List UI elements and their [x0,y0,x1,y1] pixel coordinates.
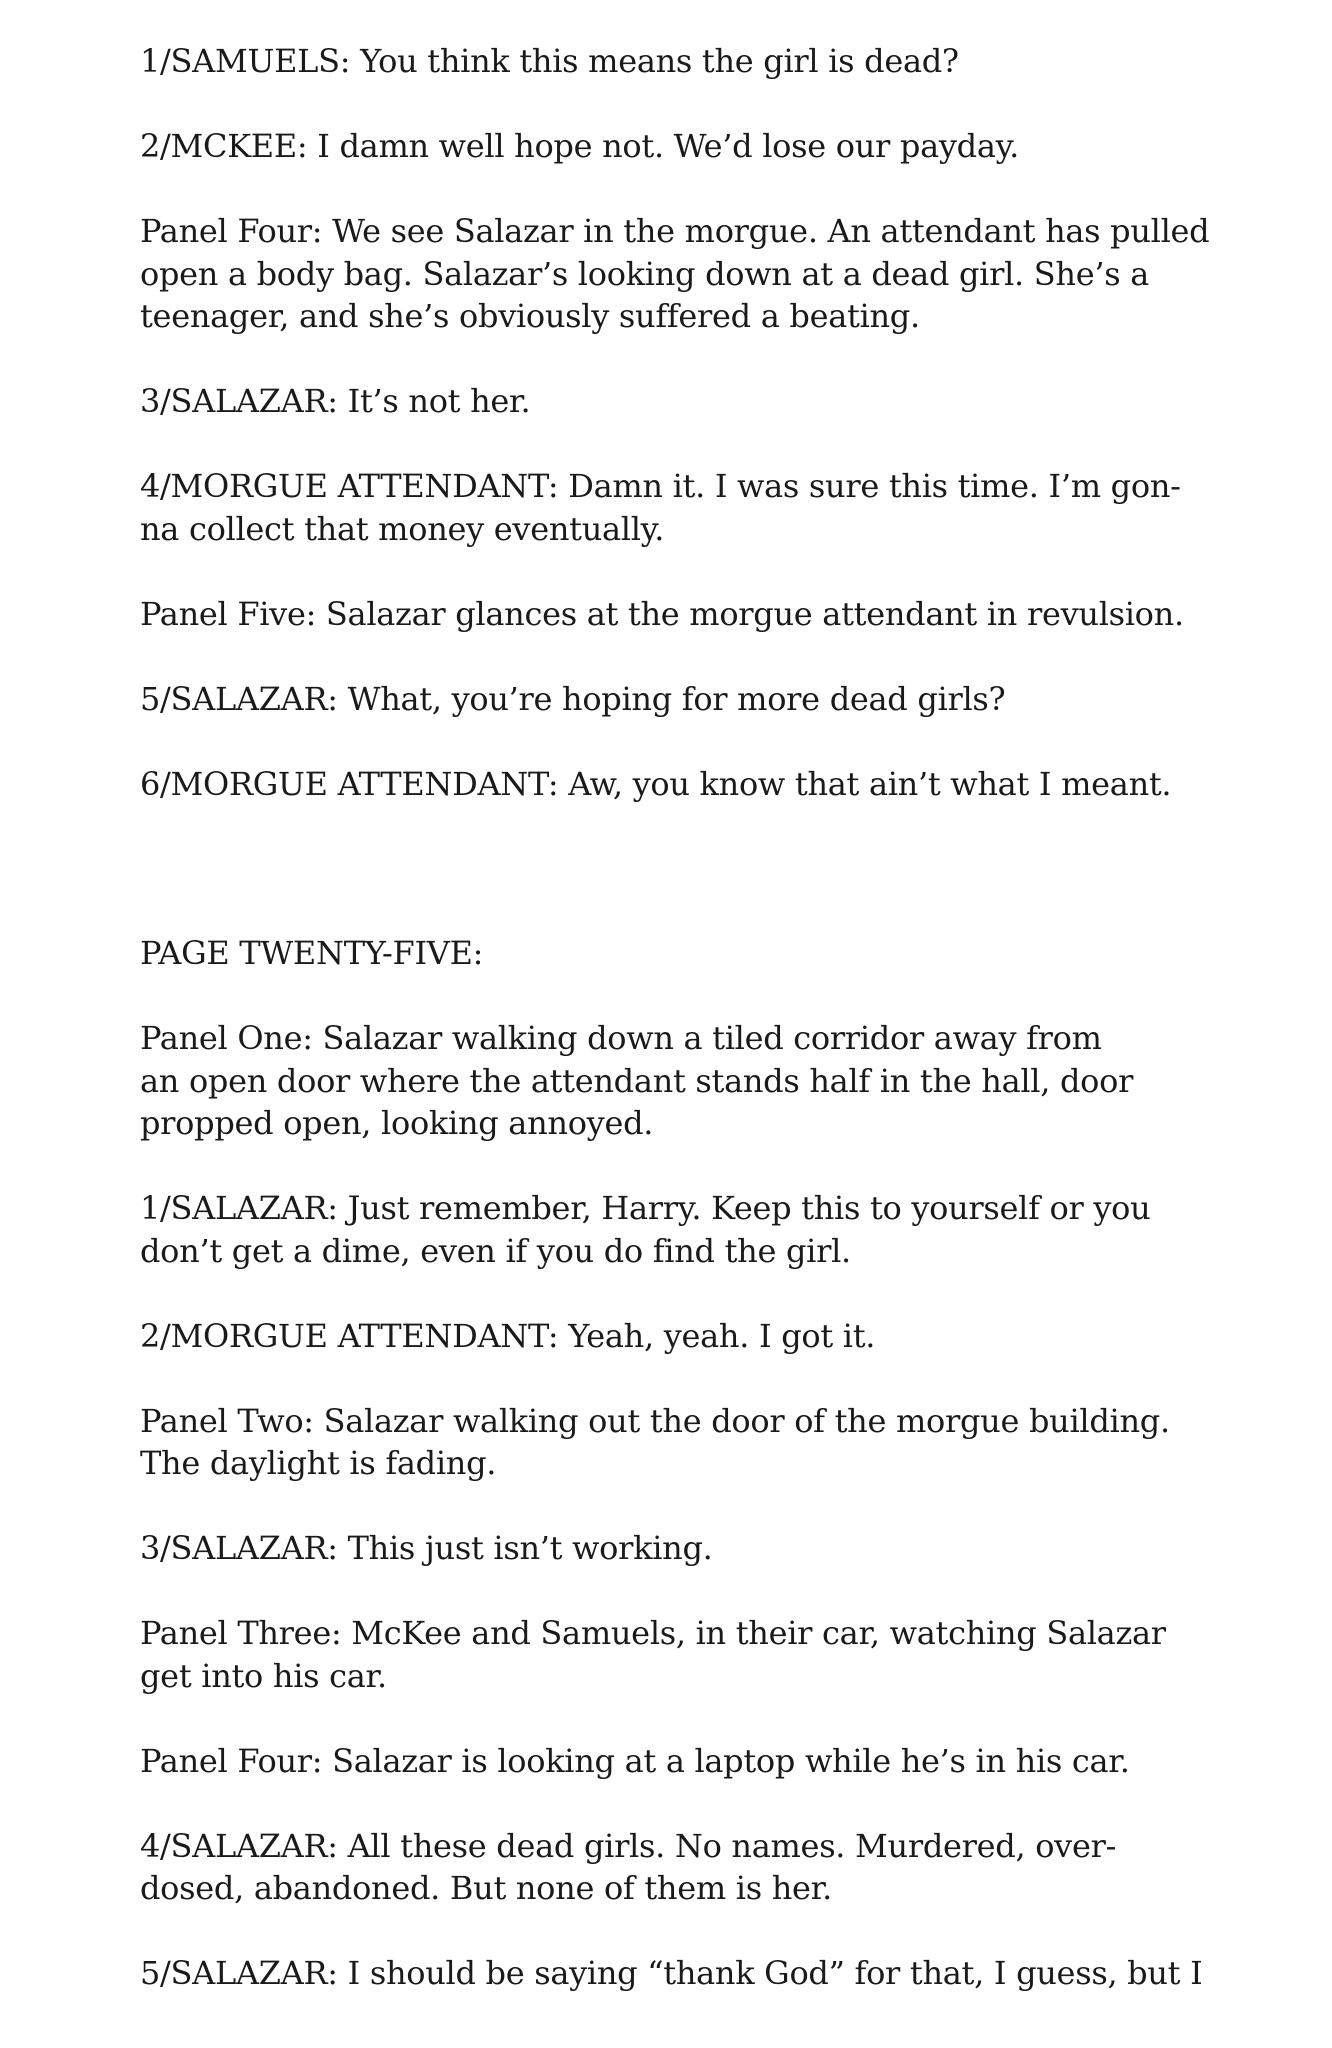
dialogue-salazar-1: 1/SALAZAR: Just remember, Harry. Keep this to yourself or you don’t get a dime, even if you do find the girl. [140,1189,1151,1270]
dialogue-salazar-5: 5/SALAZAR: What, you’re hoping for more dead girls? [140,679,1006,718]
dialogue-salazar-4: 4/SALAZAR: All these dead girls. No names. Murdered, over- dosed, abandoned. But none of them is her. [140,1826,1117,1907]
panel-two-description: Panel Two: Salazar walking out the door of the morgue building. The daylight is fading. [140,1401,1170,1482]
dialogue-salazar-3b: 3/SALAZAR: This just isn’t working. [140,1529,713,1567]
panel-five-description: Panel Five: Salazar glances at the morgue attendant in revulsion. [140,594,1184,633]
panel-four-description-b: Panel Four: Salazar is looking at a laptop while he’s in his car. [140,1741,1130,1780]
page-heading: PAGE TWENTY-FIVE: [140,934,484,972]
script-page [140,40,1290,2037]
dialogue-mckee-2: 2/MCKEE: I damn well hope not. We’d lose our payday. [140,127,1020,165]
dialogue-morgue-attendant-2: 2/MORGUE ATTENDANT: Yeah, yeah. I got it. [140,1316,876,1355]
dialogue-morgue-attendant-4: 4/MORGUE ATTENDANT: Damn it. I was sure this time. I’m gon- na collect that money eventually. [140,467,1181,548]
dialogue-samuels-1: 1/SAMUELS: You think this means the girl is dead? [140,42,959,80]
dialogue-morgue-attendant-6: 6/MORGUE ATTENDANT: Aw, you know that ain’t what I meant. [140,764,1172,803]
panel-three-description: Panel Three: McKee and Samuels, in their car, watching Salazar get into his car. [140,1614,1166,1695]
panel-four-description: Panel Four: We see Salazar in the morgue. An attendant has pulled open a body bag. Salazar’s looking down at a dead girl. She’s a teenager, and she’s obviously suffered a beating. [140,212,1210,335]
dialogue-salazar-5b: 5/SALAZAR: I should be saying “thank God” for that, I guess, but I [140,1954,1203,1992]
dialogue-salazar-3: 3/SALAZAR: It’s not her. [140,382,531,420]
panel-one-description: Panel One: Salazar walking down a tiled corridor away from an open door where the attendant stands half in the hall, door propped open, looking annoyed. [140,1019,1134,1142]
